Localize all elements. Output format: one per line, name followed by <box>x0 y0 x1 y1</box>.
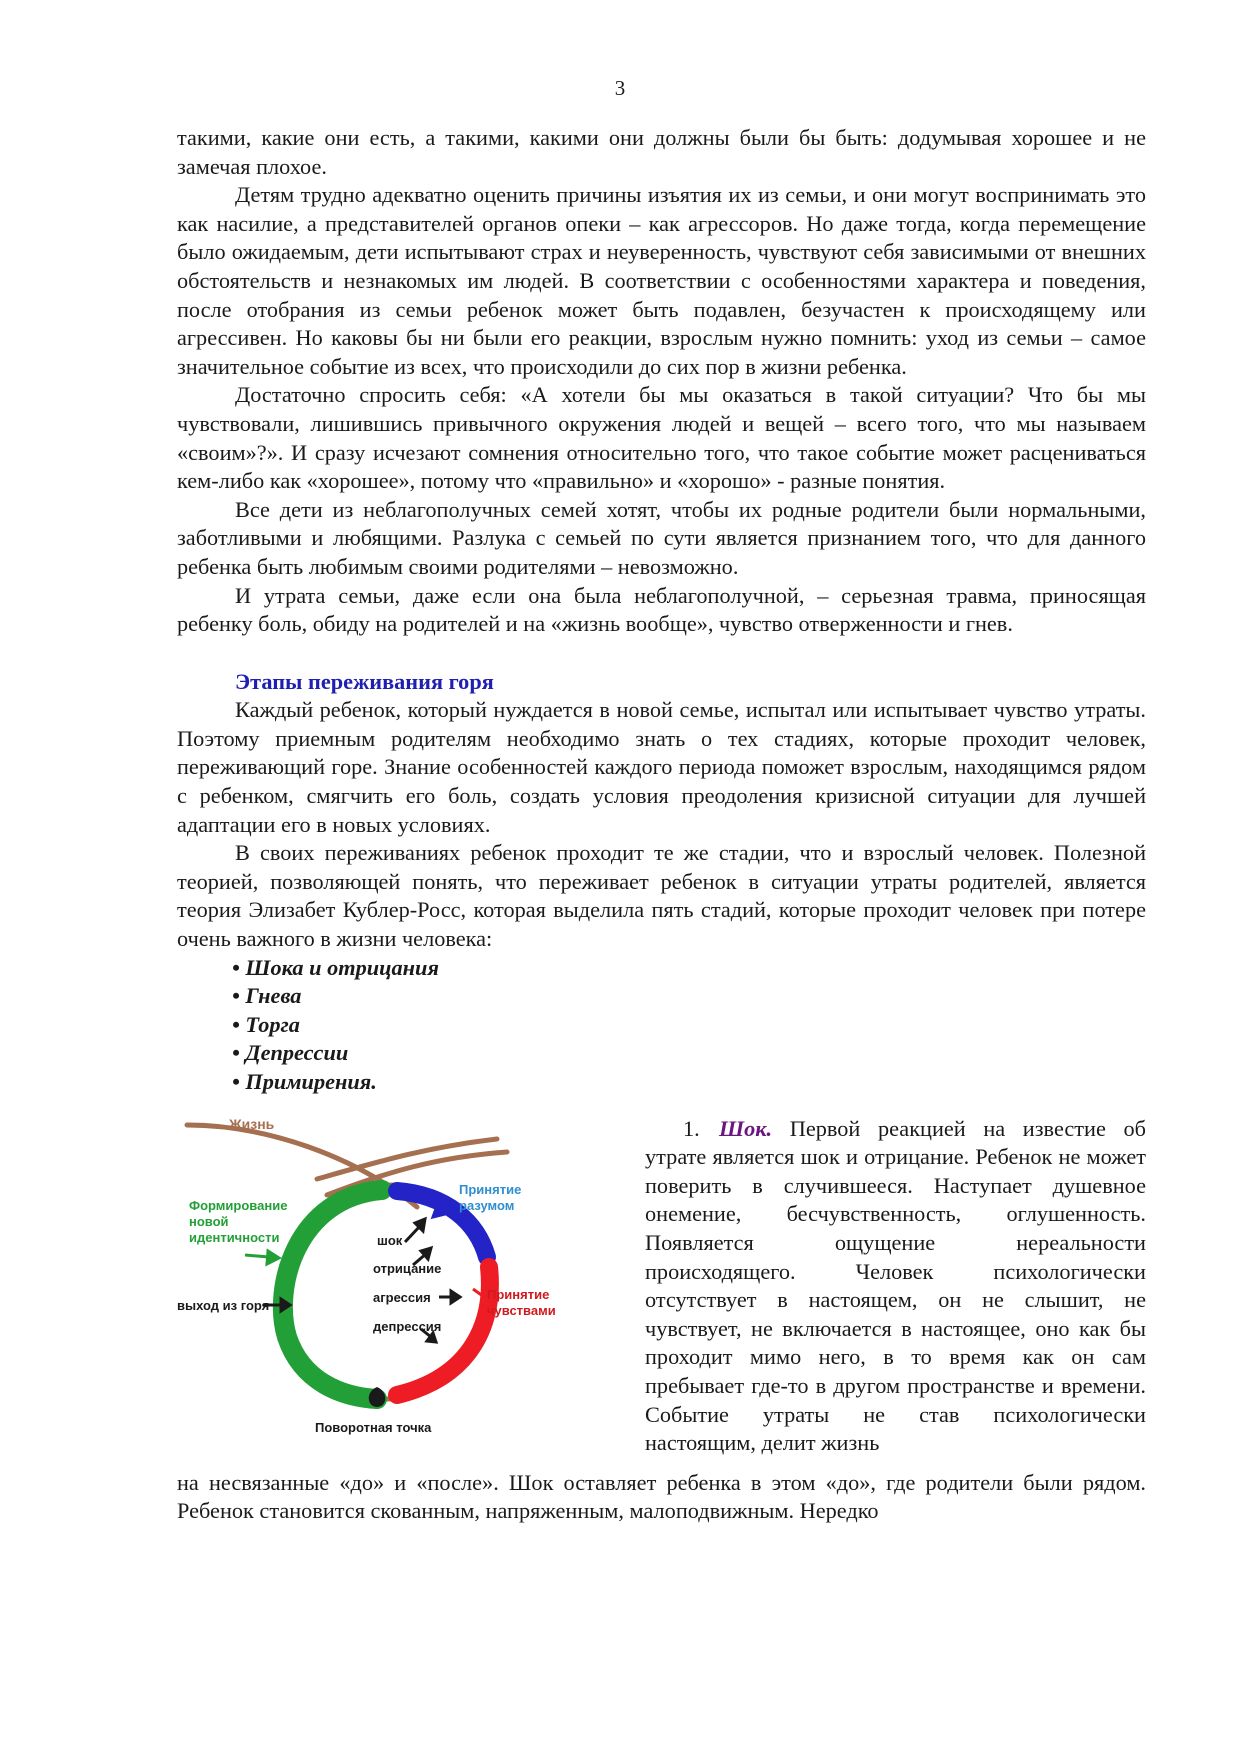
page-number: 3 <box>614 76 626 100</box>
label-new-identity-2: новой <box>189 1213 229 1229</box>
label-exit: выход из горя <box>177 1297 270 1313</box>
label-mind-2: разумом <box>459 1197 515 1213</box>
label-aggression: агрессия <box>373 1289 431 1305</box>
stages-list <box>177 954 1146 1097</box>
stage-title: Шок. <box>719 1115 773 1141</box>
stage-text: Первой реакцией на известие об утрате является шок и отрицание. Ребенок не может поверить в случившееся. Наступает душевное онемение, бесчувственность, оглушенность. Появляется ощущение нереальности происходящего. Человек психологически отсутствует в настоящем, он не слышит, не чувствует, не включается в настоящее, оно как бы проходит мимо него, в то время как он сам пребывает где-то в другом пространстве и времени. Событие утраты не став психологически настоящим, делит жизнь <box>645 1115 1146 1456</box>
list-item: • Шока и отрицания <box>232 954 439 980</box>
label-life: Жизнь <box>229 1115 275 1132</box>
label-mind-1: Принятие <box>459 1181 522 1197</box>
arrow-aggression-head <box>451 1291 460 1303</box>
label-depression: депрессия <box>373 1318 442 1334</box>
label-turning-point: Поворотная точка <box>315 1419 432 1435</box>
grief-cycle-diagram <box>177 1107 597 1447</box>
document-body <box>177 124 1146 1526</box>
arrow-new-identity-head <box>267 1251 279 1264</box>
list-item: • Примирения. <box>232 1069 377 1094</box>
paragraph-continuation: на несвязанные «до» и «после». Шок оставляет ребенка в этом «до», где родители были рядом. Ребенок становится скованным, напряженным, малоподвижным. Нередко <box>177 1469 1146 1524</box>
list-item: • Торга <box>232 1011 300 1037</box>
paragraph: Каждый ребенок, который нуждается в новой семье, испытал или испытывает чувство утраты. Поэтому приемным родителям необходимо знать о тех стадиях, которые проходит человек, переживающий горе. Знание особенностей каждого периода поможет взрослым, находящимся рядом с ребенком, смягчить его боль, создать условия преодоления кризисной ситуации для лучшей адаптации его в новых условиях. <box>177 697 1146 837</box>
paragraph: Все дети из неблагополучных семей хотят, чтобы их родные родители были нормальными, заботливыми и любящими. Разлука с семьей по сути является признанием того, что для данного ребенка быть любимым своими родителями – невозможно. <box>177 496 1146 579</box>
paragraph: такими, какие они есть, а такими, какими они должны были бы быть: додумывая хорошее и не замечая плохое. <box>177 125 1146 179</box>
label-new-identity-3: идентичности <box>189 1229 280 1245</box>
stage-number: 1. <box>683 1115 700 1141</box>
figure-row <box>177 1107 1146 1469</box>
paragraph: Детям трудно адекватно оценить причины изъятия их из семьи, и они могут воспринимать это как насилие, а представителей органов опеки – как агрессоров. Но даже тогда, когда перемещение было ожидаемым, дети испытывают страх и неуверенность, чувствуют себя зависимыми от внешних обстоятельств и незнакомых им людей. В соответствии с особенностями характера и поведения, после отобрания из семьи ребенок может быть подавлен, безучастен к происходящему или агрессивен. Но каковы бы ни были его реакции, взрослым нужно помнить: уход из семьи – самое значительное событие из всех, что происходили до сих пор в жизни ребенка. <box>177 182 1146 379</box>
list-item: • Гнева <box>232 983 302 1009</box>
section-title: Этапы переживания горя <box>235 668 494 694</box>
label-feel-2: чувствами <box>487 1302 556 1318</box>
green-arc <box>283 1190 382 1399</box>
label-shock: шок <box>377 1232 403 1248</box>
label-feel-1: Принятие <box>487 1286 550 1302</box>
label-new-identity-1: Формирование <box>189 1197 288 1213</box>
paragraph: Достаточно спросить себя: «А хотели бы мы оказаться в такой ситуации? Что бы мы чувствовали, лишившись привычного окружения людей и вещей – всего того, что мы называем «своим»?». И сразу исчезают сомнения относительно того, что такое событие может расцениваться кем-либо как «хорошее», потому что «правильно» и «хорошо» - разные понятия. <box>177 382 1146 494</box>
shock-paragraph <box>645 1115 1146 1458</box>
paragraph: И утрата семьи, даже если она была неблагополучной, – серьезная травма, приносящая ребенку боль, обиду на родителей и на «жизнь вообще», чувство отверженности и гнев. <box>177 582 1146 637</box>
shock-section <box>645 1115 1146 1458</box>
paragraph: В своих переживаниях ребенок проходит те же стадии, что и взрослый человек. Полезной теорией, позволяющей понять, что переживает ребенок в ситуации утраты родителей, является теория Элизабет Кублер-Росс, которая выделила пять стадий, которые проходит человек при потере очень важного в жизни человека: <box>177 840 1146 952</box>
label-denial: отрицание <box>373 1260 442 1276</box>
arrow-new-identity-shaft <box>245 1255 269 1257</box>
list-item: • Депрессии <box>232 1040 349 1066</box>
